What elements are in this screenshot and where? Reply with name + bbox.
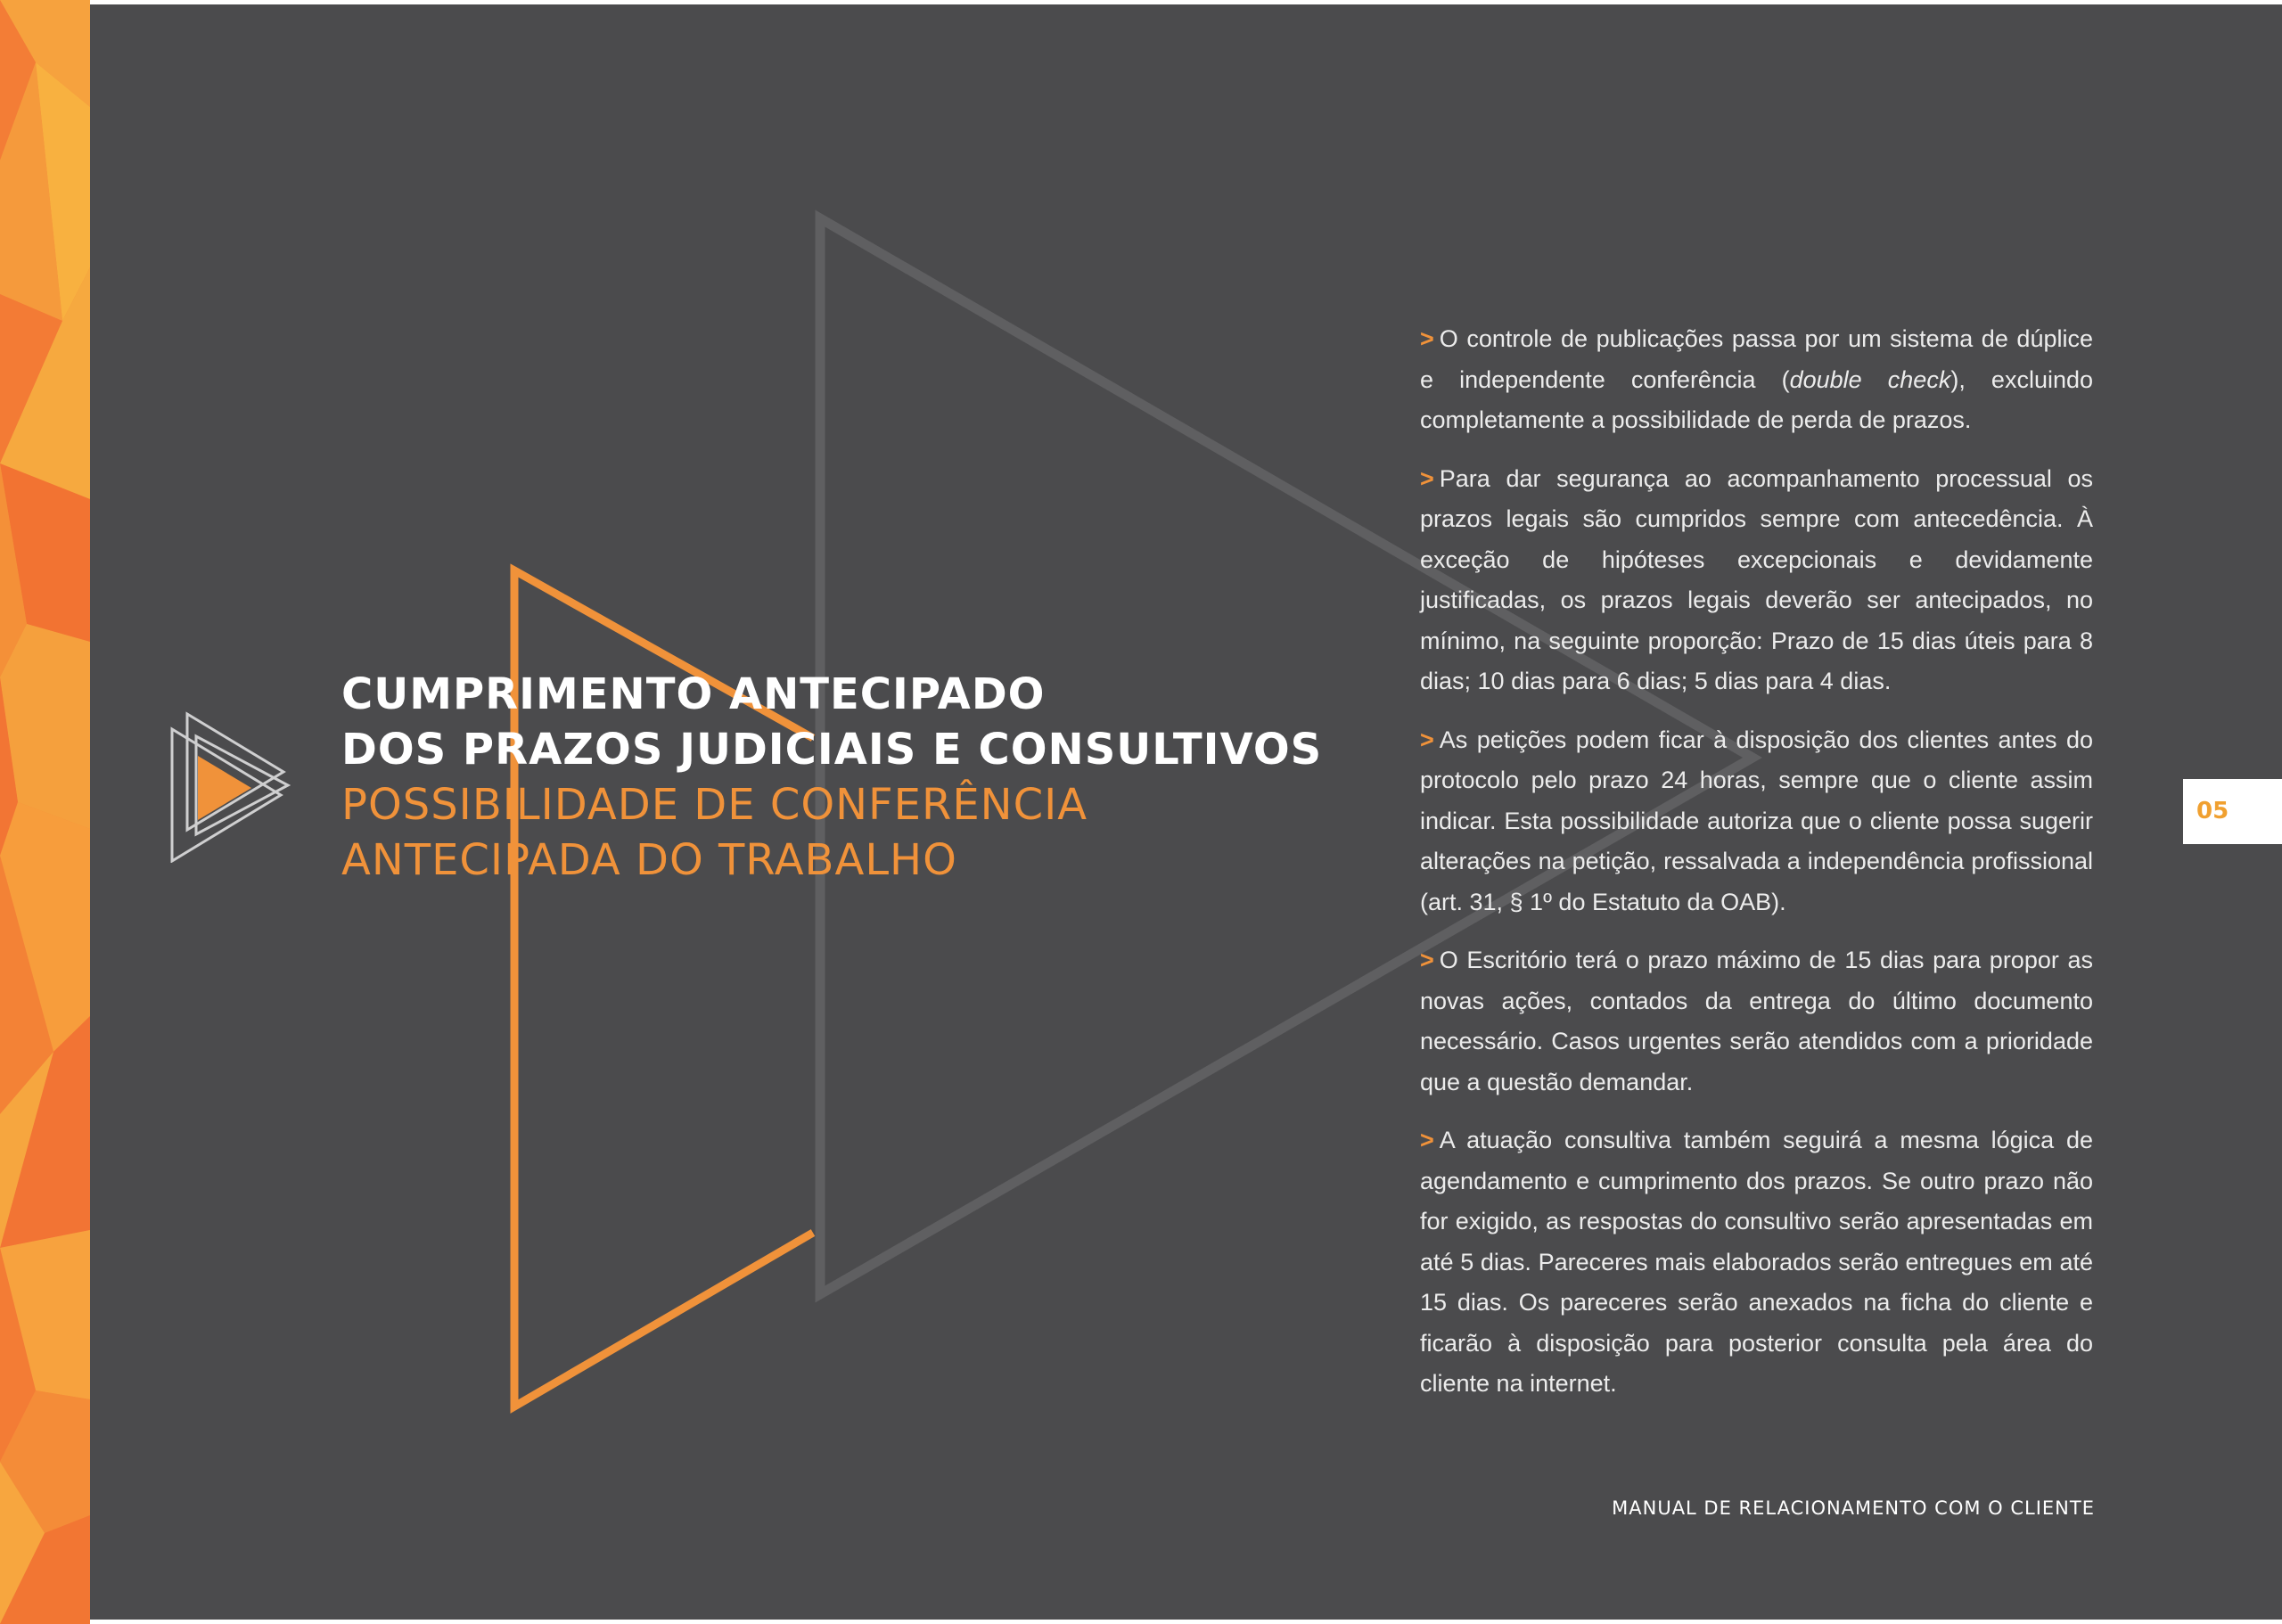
subheading-line-1: POSSIBILIDADE DE CONFERÊNCIA <box>341 780 1088 830</box>
paragraph <box>1420 940 2093 1103</box>
paragraph-text: Para dar segurança ao acompanhamento processual os prazos legais são cumpridos sempre com antecedência. À exceção de hipóteses excepcionais e devidamente justificadas, os prazos legais deverão ser antecipados, no mínimo, na seguinte proporção: Prazo de 15 dias úteis para 8 dias; 10 dias para 6 dias; 5 dias para 4 dias. <box>1420 464 2093 694</box>
paragraph <box>1420 319 2093 441</box>
paragraph-text: As petições podem ficar à disposição dos clientes antes do protocolo pelo prazo 24 horas, sempre que o cliente assim indicar. Esta possibilidade autoriza que o cliente possa sugerir alterações na petição, ressalvada a independência profissional (art. 31, § 1º do Estatuto da OAB). <box>1420 726 2093 915</box>
heading-line-2: DOS PRAZOS JUDICIAIS E CONSULTIVOS <box>341 725 1323 775</box>
bullet-marker: > <box>1420 1127 1434 1153</box>
footer-title: MANUAL DE RELACIONAMENTO COM O CLIENTE <box>1612 1497 2095 1519</box>
body-text <box>1420 319 2093 1423</box>
bullet-marker: > <box>1420 464 1434 492</box>
page-number: 05 <box>2183 779 2282 844</box>
paragraph-text: ), excluindo completamente a possibilidade de perda de prazos. <box>1420 365 2094 433</box>
subheading-line-2: ANTECIPADA DO TRABALHO <box>341 835 957 885</box>
heading-line-1: CUMPRIMENTO ANTECIPADO <box>341 669 1046 719</box>
paragraph <box>1420 459 2093 702</box>
paragraph-text: A atuação consultiva também seguirá a mesma lógica de agendamento e cumprimento dos prazos. Se outro prazo não for exigido, as respostas do consultivo serão apresentadas em até 5 dias. Pareceres mais elaborados serão entregues em até 15 dias. Os pareceres serão anexados na ficha do cliente e ficarão à disposição para posterior consulta pela área do cliente na internet. <box>1420 1127 2093 1397</box>
paragraph-text: O controle de publicações passa por um sistema de dúplice e independente conferência ( <box>1420 325 2093 393</box>
bullet-marker: > <box>1420 726 1434 753</box>
paragraph <box>1420 720 2093 923</box>
section-heading <box>341 667 1367 888</box>
paragraph-text: O Escritório terá o prazo máximo de 15 dias para propor as novas ações, contados da entrega do último documento necessário. Casos urgentes serão atendidos com a prioridade que a questão demandar. <box>1420 947 2093 1095</box>
triangle-logo-icon <box>169 711 294 863</box>
bullet-marker: > <box>1420 325 1434 352</box>
bullet-marker: > <box>1420 947 1434 973</box>
paragraph <box>1420 1120 2093 1405</box>
paragraph-italic: double check <box>1789 365 1951 393</box>
